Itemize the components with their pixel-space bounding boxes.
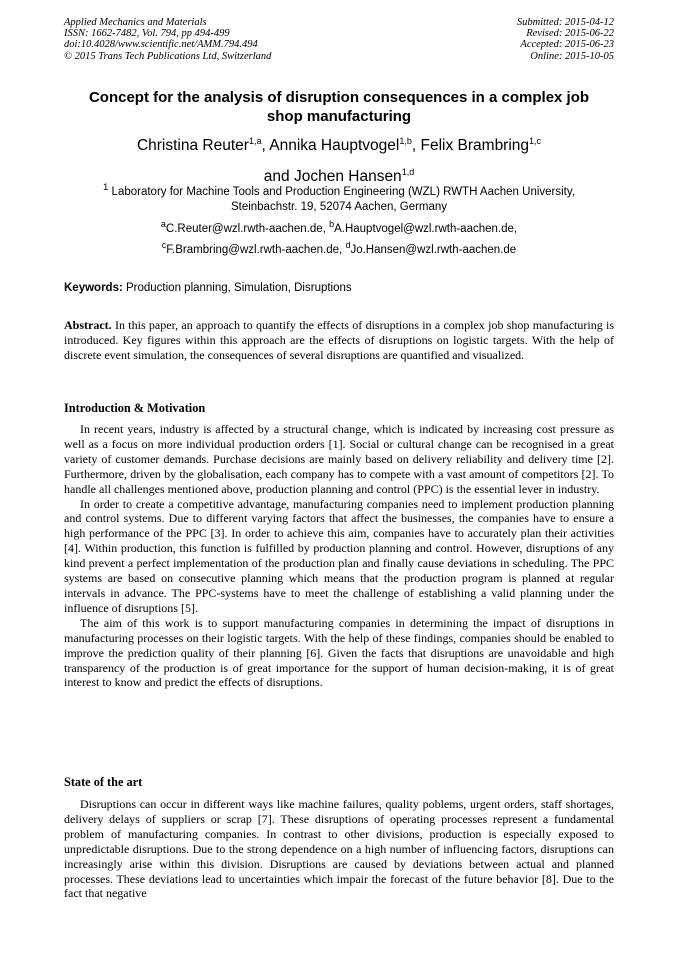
- keywords-label: Keywords:: [64, 282, 123, 294]
- emails-line-1: $^a$C.Reuter@wzl.rwth-aachen.de, $^b$A.Hauptvogel@wzl.rwth-aachen.de,: [160, 219, 518, 235]
- email-link[interactable]: F.Brambring@wzl.rwth-aachen.de: [166, 243, 340, 256]
- affiliation-text-1: Laboratory for Machine Tools and Production Engineering (WZL) RWTH Aachen University,: [111, 185, 575, 198]
- publication-dates: [517, 17, 614, 62]
- author-name: Felix Brambring: [420, 137, 530, 155]
- abstract: [64, 318, 614, 363]
- keywords: [64, 281, 614, 296]
- section-heading-state-of-the-art: State of the art: [64, 775, 143, 789]
- accepted-date: Accepted: 2015-06-23: [520, 39, 614, 51]
- journal-info: [64, 17, 271, 62]
- issn-line: ISSN: 1662-7482, Vol. 794, pp 494-499: [64, 28, 230, 40]
- email-sup: d: [345, 239, 351, 250]
- author-sup: 1,c: [529, 136, 542, 146]
- doi-line: doi:10.4028/www.scientific.net/AMM.794.494: [64, 39, 258, 51]
- submitted-date: Submitted: 2015-04-12: [516, 17, 614, 28]
- emails-line-2: $^c$F.Brambring@wzl.rwth-aachen.de, $^d$Jo.Hansen@wzl.rwth-aachen.de: [161, 239, 517, 256]
- email-sup: c: [161, 239, 167, 250]
- author-name: Jochen Hansen: [293, 168, 402, 186]
- authors-line-1: Christina Reuter$^{1,a}$, Annika Hauptvogel$^{1,b}$, Felix Brambring$^{1,c}$: [136, 136, 542, 155]
- abstract-label: Abstract.: [64, 318, 112, 332]
- paragraph: In order to create a competitive advantage, manufacturing companies need to implement production planning and control systems. Due to different varying factors that affect the businesses, the companies have to ensure a high performance of the PPC [3]. In order to achieve this aim, companies have to accurately plan their activities [4]. Within production, this function is fulfilled by production planning and control. However, disruptions of any kind prevent a perfect implementation of the production plan and finally cause deviations in scheduling. The PPC systems are based on consecutive planning which means that the production program is planned at regular intervals in advance. The PPC-systems have to meet the challenge of establishing a valid planning under the influence of disruptions [5].: [64, 496, 614, 615]
- title-line-2: shop manufacturing: [266, 108, 412, 125]
- email-link[interactable]: A.Hauptvogel@wzl.rwth-aachen.de: [334, 222, 514, 235]
- author-name: Annika Hauptvogel: [269, 137, 400, 155]
- author-sup: 1,b: [399, 136, 412, 146]
- affiliation-line-2: Steinbachstr. 19, 52074 Aachen, Germany: [230, 200, 448, 213]
- copyright-line: © 2015 Trans Tech Publications Ltd, Switzerland: [64, 50, 272, 62]
- title-line-1: Concept for the analysis of disruption consequences in a complex job: [88, 89, 590, 106]
- revised-date: Revised: 2015-06-22: [526, 28, 614, 40]
- affiliation-line-1: [64, 180, 614, 200]
- email-sup: a: [160, 219, 166, 229]
- author-name: Christina Reuter: [136, 137, 249, 155]
- author-connector: and: [263, 168, 290, 186]
- online-date: Online: 2015-10-05: [530, 50, 614, 62]
- email-link[interactable]: C.Reuter@wzl.rwth-aachen.de: [165, 222, 323, 235]
- author-emails: [64, 216, 614, 258]
- author-sup: 1,a: [248, 136, 262, 146]
- paragraph: Disruptions can occur in different ways like machine failures, quality poblems, urgent orders, staff shortages, delivery delays of suppliers or scrap [7]. These disruptions of operating processes represent a fundamental problem of manufacturing companies. In contrast to other divisions, production is especially exposed to unpredictable disruptions. Due to the strong dependence on a high number of influencing factors, disruptions can increasingly arise within this division. Disruptions are caused by deviations between actual and planned processes. These deviations lead to uncertainties which impair the forecast of the future behavior [8]. Due to the fact that negative: [64, 797, 614, 901]
- abstract-paragraph: [64, 318, 614, 363]
- paragraph: The aim of this work is to support manufacturing companies in determining the impact of disruptions in manufacturing processes on their logistic targets. With the help of these findings, companies should be enabled to improve the prediction quality of their planning [6]. Given the facts that disruptions are unavoidable and high transparency of the production is of great importance for the support of human decision-making, it is of great interest to know and predict the effects of disruptions.: [64, 615, 614, 690]
- section-introduction: [64, 422, 614, 690]
- keywords-text: Production planning, Simulation, Disruptions: [126, 282, 352, 294]
- author-sup: 1,d: [401, 167, 415, 178]
- section-heading-introduction: Introduction & Motivation: [64, 401, 206, 415]
- abstract-text: In this paper, an approach to quantify the effects of disruptions in a complex job shop manufacturing is introduced. Key figures within this approach are the effects of disruptions on logistic targets. With the help of discrete event simulation, the consequences of several disruptions are quantified and visualized.: [64, 318, 615, 362]
- email-sup: b: [329, 219, 335, 229]
- affiliation-sup: 1: [103, 182, 109, 193]
- paper-title: [64, 88, 614, 126]
- section-state-of-the-art: [64, 797, 614, 901]
- email-link[interactable]: Jo.Hansen@wzl.rwth-aachen.de: [350, 243, 517, 256]
- affiliation: [64, 180, 614, 215]
- journal-name: Applied Mechanics and Materials: [64, 17, 207, 28]
- paragraph: In recent years, industry is affected by a structural change, which is indicated by increasing cost pressure as well as a focus on more individual production orders [1]. Social or cultural change can be recognised in a great variety of customer demands. Purchase decisions are mainly based on delivery reliability and delivery time [2]. Furthermore, driven by the globalisation, each company has to compete with a vast amount of competitors [2]. To handle all challenges mentioned above, production planning and control (PPC) is the essential lever in industry.: [64, 422, 614, 496]
